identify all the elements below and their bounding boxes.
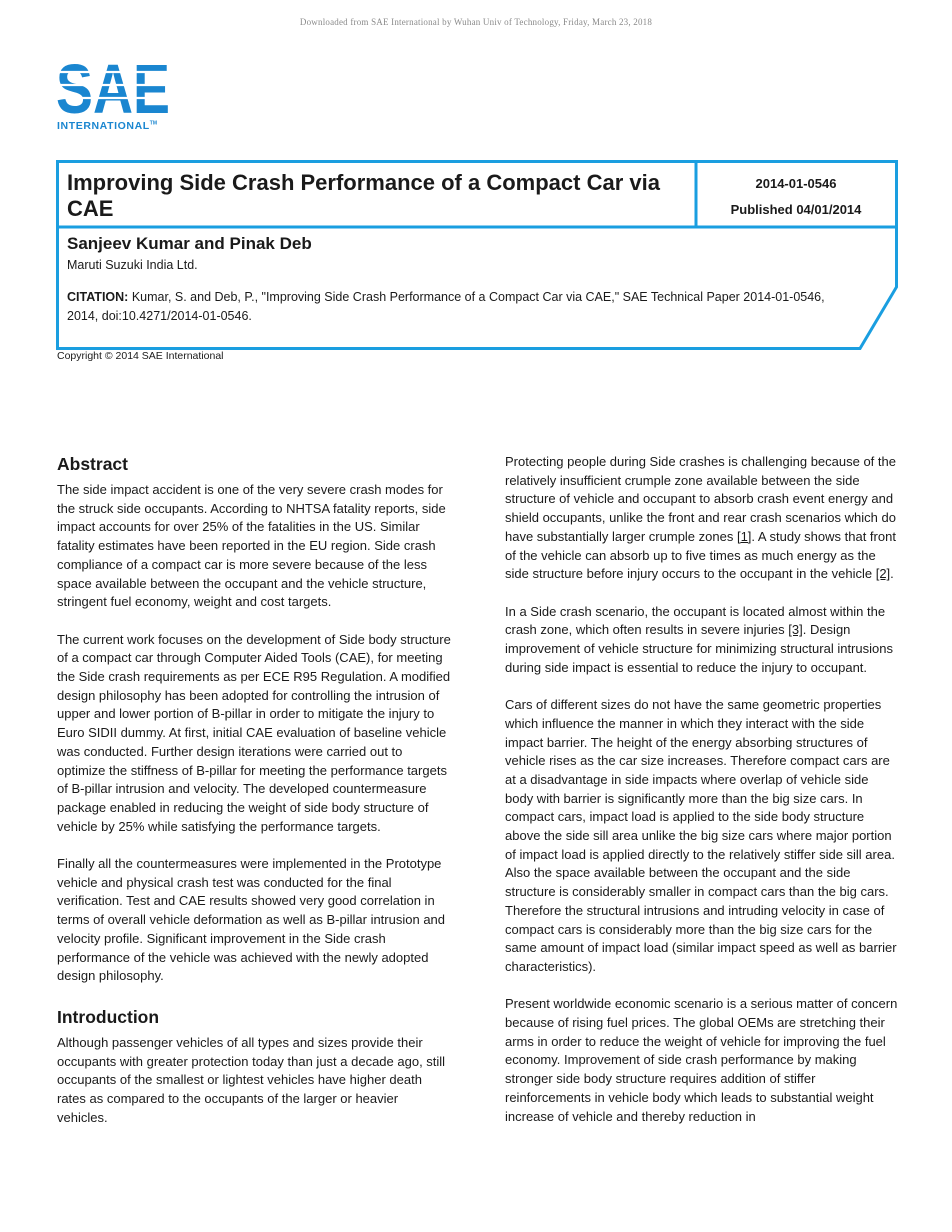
- right-paragraph-4: Present worldwide economic scenario is a serious matter of concern because of rising fuel prices. The global OEMs are stretching their arms in order to reduce the weight of vehicle for improving the fuel economy. Improvement of side crash performance by making stronger side body structure requires addition of stiffer reinforcements in vehicle body which leads to substantial weight increase of vehicle and thereby reduction in: [505, 996, 898, 1124]
- paper-id: 2014-01-0546: [755, 176, 837, 191]
- download-note: Downloaded from SAE International by Wuhan Univ of Technology, Friday, March 23, 2018: [299, 17, 653, 27]
- sae-logo-subtitle: INTERNATIONAL™: [57, 120, 157, 132]
- abstract-paragraph-3: Finally all the countermeasures were implemented in the Prototype vehicle and physical crash test was conducted for the final verification. Test and CAE results showed very good correlation in terms of overall vehicle deformation as well as B-pillar intrusion and velocity profile. Significant improvement in the Side crash performance of the vehicle was achieved with the newly adopted design philosophy.: [57, 856, 446, 984]
- citation-label: CITATION:: [67, 290, 129, 304]
- right-paragraph-1: Protecting people during Side crashes is challenging because of the relatively insufficient crumple zone available between the side structure of vehicle and occupant to absorb crash event energy and shield occupants, unlike the front and rear crash scenarios which do have substantially larger crumple zones [1]. A study shows that front of the vehicle can absorb up to five times as much energy as the side structure before injury occurs to the occupant in the vehicle [2].: [505, 454, 896, 582]
- sae-logo-letters: SAE: [56, 55, 170, 119]
- authors: Sanjeev Kumar and Pinak Deb: [67, 234, 312, 253]
- abstract-paragraph-1: The side impact accident is one of the very severe crash modes for the struck side occupants. According to NHTSA fatality reports, side impact accounts for over 25% of the fatalities in the US. Similar fatality estimates have been reported in the EU region. Side crash compliance of a compact car is more severe because of the less space available between the occupant and the vehicle structure, stringent fuel economy, weight and cost targets.: [57, 482, 446, 610]
- right-paragraph-2: In a Side crash scenario, the occupant is located almost within the crash zone, which often results in severe injuries [3]. Design improvement of vehicle structure for minimizing structural intrusions during side impact is essential to reduce the injury to occupant.: [505, 603, 893, 675]
- paper-header-box: [56, 160, 898, 350]
- abstract-paragraph-2: The current work focuses on the development of Side body structure of a compact car through Computer Aided Tools (CAE), for meeting the Side crash requirements as per ECE R95 Regulation. A modified design philosophy has been adopted for controlling the intrusion of upper and lower portion of B-pillar in order to mitigate the injury to Euro SIDII dummy. At first, initial CAE evaluation of baseline vehicle was conducted. Further design iterations were carried out to optimize the stiffness of B-pillar for meeting the performance targets of B-pillar intrusion and velocity. The developed countermeasure package enabled in reducing the weight of side body structure of vehicle by 25% while satisfying the performance targets.: [57, 631, 451, 834]
- introduction-heading: Introduction: [57, 1006, 160, 1027]
- copyright: Copyright © 2014 SAE International: [57, 350, 224, 362]
- reference-link-2[interactable]: [2]: [875, 566, 891, 582]
- right-column: [505, 453, 900, 1145]
- reference-link-3[interactable]: [3]: [788, 622, 803, 638]
- paper-title: Improving Side Crash Performance of a Compact Car via CAE: [67, 170, 660, 221]
- introduction-paragraph-1: Although passenger vehicles of all types and sizes provide their occupants with greater protection today than just a decade ago, still occupants of the smallest or lightest vehicles have higher death rates as compared to the occupants of the larger or heavier vehicles.: [57, 1034, 446, 1125]
- sae-logo-mark: [56, 55, 181, 119]
- left-column: [57, 453, 452, 1146]
- affiliation: Maruti Suzuki India Ltd.: [67, 258, 198, 272]
- published-date: Published 04/01/2014: [730, 202, 862, 217]
- abstract-heading: Abstract: [57, 454, 128, 474]
- right-paragraph-3: Cars of different sizes do not have the same geometric properties which influence the manner in which they interact with the side impact barrier. The height of the energy absorbing structures of vehicle rises as the car size increases. Therefore compact cars are at a disadvantage in side impacts where overlap of vehicle side body with barrier is significantly more than the big size cars. In compact cars, impact load is applied to the side body structure above the side sill area unlike the big size cars where major portion of impact load is applied directly to the relatively stiffer side sill area. Also the space available between the occupant and the side structure is considerably smaller in compact cars than the big cars. Therefore the structural intrusions and intruding velocity in case of compact cars is considerably more than the big size cars for the same amount of impact load (similar impact speed as well as barrier characteristics).: [505, 697, 897, 974]
- citation: [67, 288, 847, 326]
- citation-text: Kumar, S. and Deb, P., "Improving Side Crash Performance of a Compact Car via CAE," SAE Technical Paper 2014-01-0546, 2014, doi:10.4271/2014-01-0546.: [67, 290, 825, 323]
- reference-link-1[interactable]: [1]: [736, 528, 752, 544]
